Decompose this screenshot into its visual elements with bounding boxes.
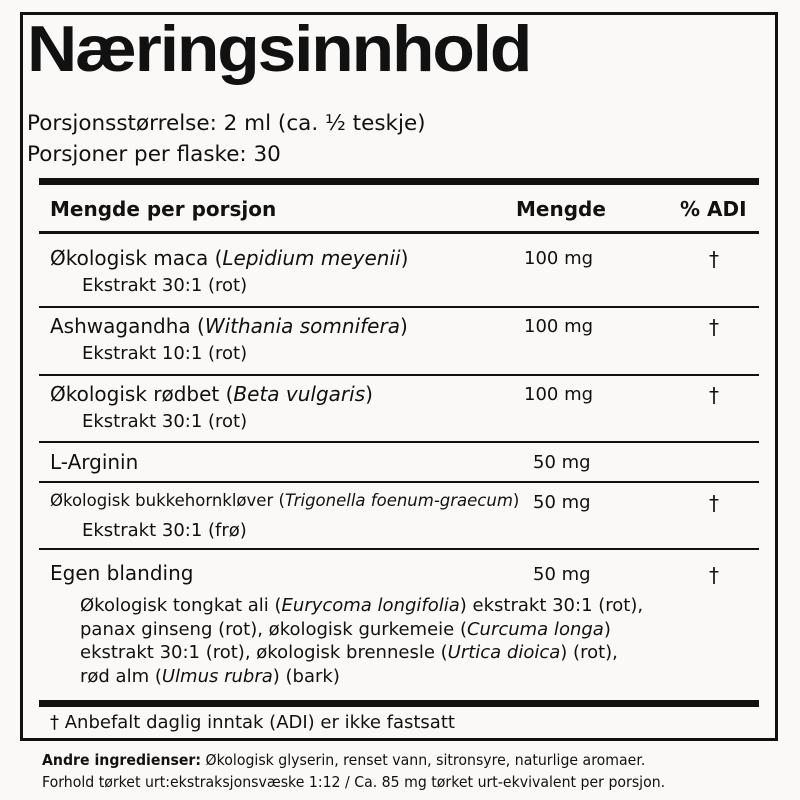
- table-row: Egen blanding: [50, 561, 194, 585]
- table-row: Økologisk maca (Lepidium meyenii): [50, 246, 409, 270]
- row-adi: †: [709, 491, 719, 515]
- other-ingredients: Andre ingredienser: Økologisk glyserin, renset vann, sitronsyre, naturlige aromaer.: [42, 751, 646, 769]
- row-subtext: Ekstrakt 10:1 (rot): [82, 343, 248, 364]
- row-subtext: Ekstrakt 30:1 (rot): [82, 411, 248, 432]
- row-divider: [39, 374, 759, 376]
- row-adi: †: [709, 247, 719, 271]
- footnote: † Anbefalt daglig inntak (ADI) er ikke fastsatt: [50, 712, 455, 733]
- row-adi: †: [709, 315, 719, 339]
- serving-size: Porsjonsstørrelse: 2 ml (ca. ½ teskje): [27, 111, 426, 136]
- servings-per-bottle: Porsjoner per flaske: 30: [27, 142, 281, 167]
- row-amount: 100 mg: [524, 384, 594, 405]
- table-row: L-Arginin: [50, 450, 139, 474]
- header-amount: Mengde: [516, 197, 606, 221]
- row-subtext: Ekstrakt 30:1 (rot): [82, 275, 248, 296]
- thick-divider: [39, 700, 759, 707]
- row-amount: 50 mg: [533, 492, 591, 513]
- row-amount: 50 mg: [533, 452, 591, 473]
- thick-divider: [39, 178, 759, 185]
- row-adi: †: [709, 563, 719, 587]
- row-divider: [39, 548, 759, 550]
- row-amount: 100 mg: [524, 248, 594, 269]
- row-divider: [39, 441, 759, 443]
- header-divider: [39, 231, 759, 234]
- ratio-text: Forhold tørket urt:ekstraksjonsvæske 1:12 / Ca. 85 mg tørket urt-ekvivalent per porsjon.: [42, 773, 666, 791]
- row-divider: [39, 481, 759, 483]
- table-row: Økologisk bukkehornkløver (Trigonella foenum-graecum): [50, 491, 520, 510]
- row-adi: †: [709, 383, 719, 407]
- table-row: Økologisk rødbet (Beta vulgaris): [50, 382, 373, 406]
- row-amount: 50 mg: [533, 564, 591, 585]
- header-amount-per-serving: Mengde per porsjon: [50, 197, 277, 221]
- row-subtext: Ekstrakt 30:1 (frø): [82, 520, 247, 541]
- table-row: Ashwagandha (Withania somnifera): [50, 314, 408, 338]
- row-amount: 100 mg: [524, 316, 594, 337]
- row-divider: [39, 306, 759, 308]
- header-adi: % ADI: [680, 197, 747, 221]
- page-title: Næringsinnhold: [27, 12, 531, 85]
- blend-ingredients: Økologisk tongkat ali (Eurycoma longifolia) ekstrakt 30:1 (rot), panax ginseng (rot), økologisk gurkemeie (Curcuma longa) ekstrakt 30:1 (rot), økologisk brennesle (Urtica dioica) (rot), rød alm (Ulmus rubra) (bark): [80, 595, 644, 687]
